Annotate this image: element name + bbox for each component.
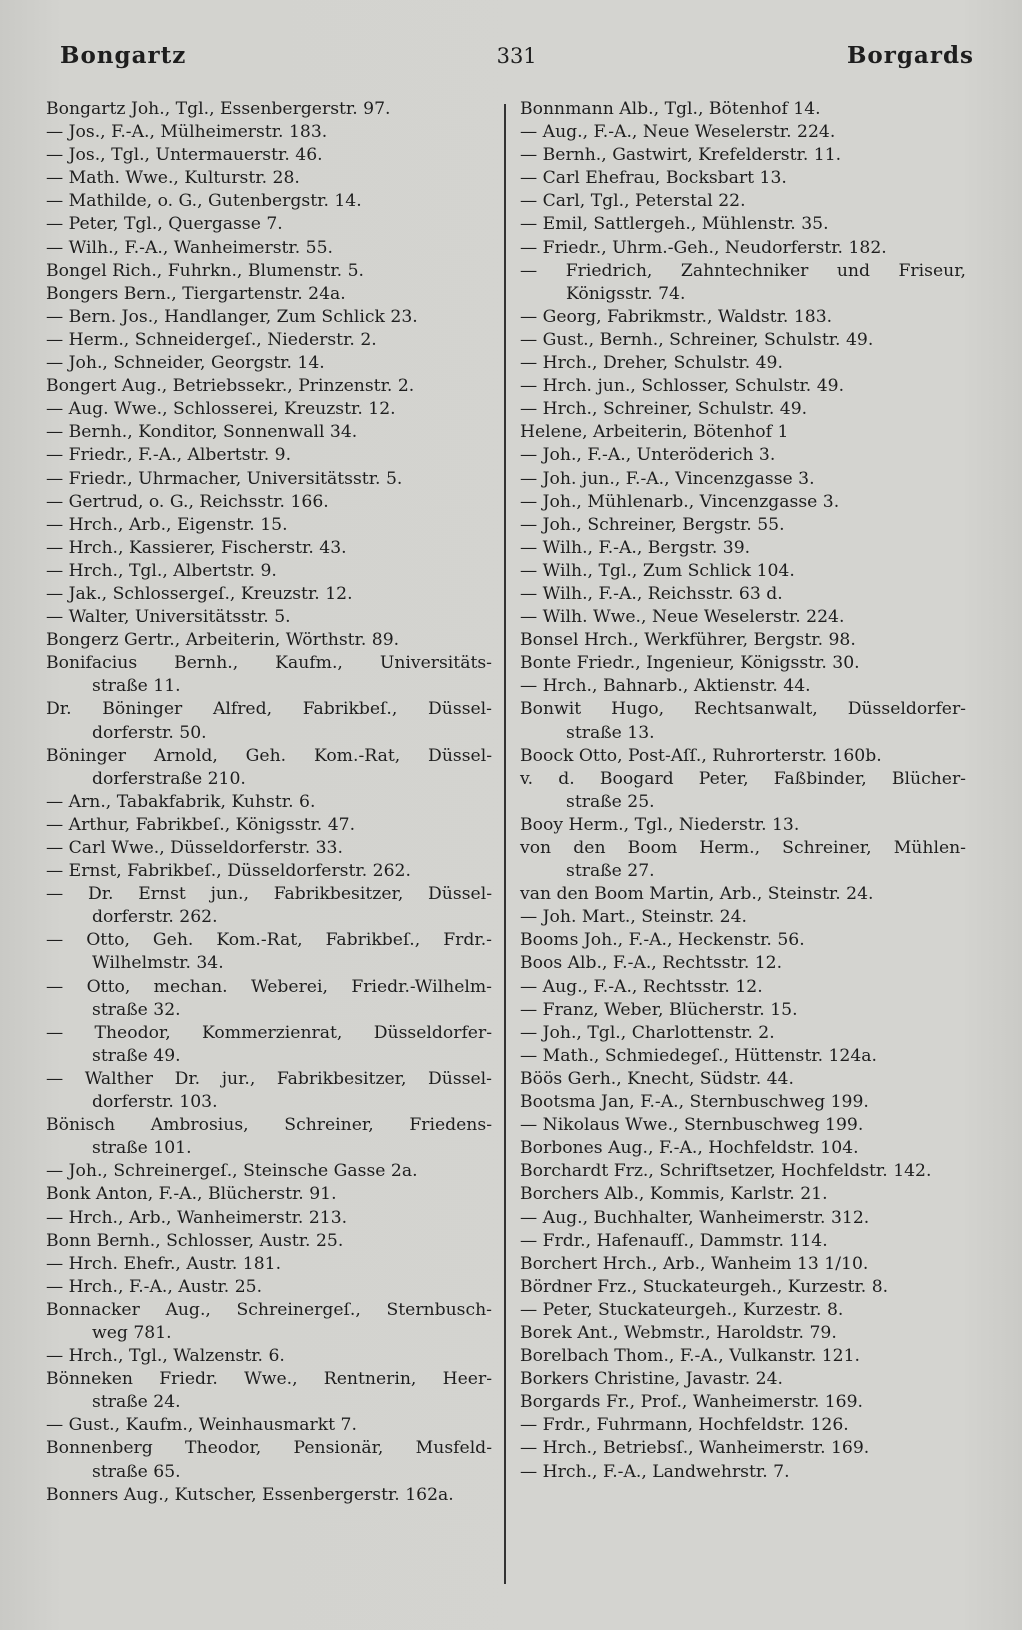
- directory-entry: Boos Alb., F.-A., Rechtsstr. 12.: [520, 953, 783, 974]
- directory-entry: straße 24.: [92, 1392, 181, 1413]
- directory-entry: — Friedrich, Zahntechniker und Friseur,: [520, 260, 966, 281]
- directory-entry: — Walter, Universitätsstr. 5.: [46, 607, 291, 628]
- directory-entry: Böninger Arnold, Geh. Kom.-Rat, Düssel-: [46, 745, 492, 766]
- directory-entry: Bonsel Hrch., Werkführer, Bergstr. 98.: [520, 630, 856, 651]
- directory-entry: — Joh., Mühlenarb., Vincenzgasse 3.: [520, 491, 840, 512]
- directory-entry: Bönneken Friedr. Wwe., Rentnerin, Heer-: [46, 1369, 492, 1390]
- directory-entry: Bönisch Ambrosius, Schreiner, Friedens-: [46, 1115, 492, 1136]
- directory-entry: straße 11.: [92, 676, 181, 697]
- directory-entry: — Gust., Kaufm., Weinhausmarkt 7.: [46, 1415, 357, 1436]
- directory-entry: — Arn., Tabakfabrik, Kuhstr. 6.: [46, 791, 316, 812]
- header-right-keyword: Borgards: [846, 42, 974, 69]
- directory-entry: — Aug., F.-A., Rechtsstr. 12.: [520, 976, 763, 997]
- directory-entry: — Carl, Tgl., Peterstal 22.: [520, 191, 746, 212]
- directory-entry: — Hrch., F.-A., Landwehrstr. 7.: [520, 1461, 790, 1482]
- columns: [46, 98, 988, 1584]
- directory-entry: Bonk Anton, F.-A., Blücherstr. 91.: [46, 1184, 337, 1205]
- directory-entry: Bonte Friedr., Ingenieur, Königsstr. 30.: [520, 653, 860, 674]
- directory-entry: — Hrch., Bahnarb., Aktienstr. 44.: [520, 676, 811, 697]
- directory-entry: Borchers Alb., Kommis, Karlstr. 21.: [520, 1184, 828, 1205]
- directory-entry: — Peter, Tgl., Quergasse 7.: [46, 214, 283, 235]
- directory-entry: Helene, Arbeiterin, Bötenhof 1: [520, 422, 789, 443]
- directory-entry: — Joh., Schreinergeſ., Steinsche Gasse 2a.: [46, 1161, 418, 1182]
- directory-entry: — Frdr., Fuhrmann, Hochfeldstr. 126.: [520, 1415, 849, 1436]
- directory-entry: — Hrch., Kassierer, Fischerstr. 43.: [46, 537, 347, 558]
- directory-entry: Bongers Bern., Tiergartenstr. 24a.: [46, 283, 346, 304]
- directory-entry: Borek Ant., Webmstr., Haroldstr. 79.: [520, 1322, 837, 1343]
- directory-entry: straße 65.: [92, 1461, 181, 1482]
- directory-entry: — Aug., F.-A., Neue Weselerstr. 224.: [520, 122, 836, 143]
- directory-entry: Borchardt Frz., Schriftsetzer, Hochfeldstr. 142.: [520, 1161, 932, 1182]
- directory-entry: Booy Herm., Tgl., Niederstr. 13.: [520, 814, 800, 835]
- directory-entry: Königsstr. 74.: [566, 283, 686, 304]
- directory-entry: — Bern. Jos., Handlanger, Zum Schlick 23.: [46, 306, 418, 327]
- directory-entry: — Bernh., Konditor, Sonnenwall 34.: [46, 422, 358, 443]
- directory-entry: — Wilh., F.-A., Wanheimerstr. 55.: [46, 237, 334, 258]
- directory-entry: — Joh. Mart., Steinstr. 24.: [520, 907, 747, 928]
- directory-entry: — Theodor, Kommerzienrat, Düsseldorfer-: [46, 1022, 492, 1043]
- directory-entry: Borgards Fr., Prof., Wanheimerstr. 169.: [520, 1392, 864, 1413]
- directory-entry: — Carl Wwe., Düsseldorferstr. 33.: [46, 838, 343, 858]
- directory-entry: Borkers Christine, Javastr. 24.: [520, 1369, 784, 1390]
- directory-entry: — Aug. Wwe., Schlosserei, Kreuzstr. 12.: [46, 399, 396, 420]
- directory-entry: dorferstr. 262.: [92, 907, 218, 928]
- directory-entry: — Otto, Geh. Kom.-Rat, Fabrikbeſ., Frdr.-: [46, 930, 492, 951]
- directory-entry: Bonwit Hugo, Rechtsanwalt, Düsseldorfer-: [520, 699, 966, 720]
- directory-entry: Bootsma Jan, F.-A., Sternbuschweg 199.: [520, 1092, 869, 1113]
- directory-entry: — Hrch. Ehefr., Austr. 181.: [46, 1253, 282, 1274]
- directory-entry: straße 101.: [92, 1138, 192, 1159]
- directory-entry: Borelbach Thom., F.-A., Vulkanstr. 121.: [520, 1346, 861, 1367]
- directory-entry: — Bernh., Gastwirt, Krefelderstr. 11.: [520, 145, 842, 166]
- directory-entry: — Friedr., Uhrm.-Geh., Neudorferstr. 182.: [520, 237, 887, 258]
- directory-entry: — Wilh., F.-A., Reichsstr. 63 d.: [520, 583, 783, 604]
- directory-entry: Booms Joh., F.-A., Heckenstr. 56.: [520, 930, 805, 951]
- directory-entry: von den Boom Herm., Schreiner, Mühlen-: [520, 838, 966, 858]
- directory-entry: v. d. Boogard Peter, Faßbinder, Blücher-: [520, 768, 966, 789]
- directory-entry: — Franz, Weber, Blücherstr. 15.: [520, 999, 798, 1020]
- directory-entry: Bonifacius Bernh., Kaufm., Universitäts-: [46, 653, 492, 674]
- directory-entry: — Carl Ehefrau, Bocksbart 13.: [520, 168, 787, 189]
- directory-entry: dorferstraße 210.: [92, 768, 246, 789]
- page-number: 331: [496, 44, 537, 68]
- directory-entry: — Herm., Schneidergeſ., Niederstr. 2.: [46, 329, 377, 350]
- directory-entry: Bongartz Joh., Tgl., Essenbergerstr. 97.: [46, 99, 391, 119]
- directory-entry: weg 781.: [92, 1322, 172, 1343]
- directory-entry: straße 13.: [566, 722, 655, 743]
- directory-entry: — Joh., Schneider, Georgstr. 14.: [46, 353, 325, 374]
- left-column: [46, 98, 504, 1507]
- directory-entry: Dr. Böninger Alfred, Fabrikbeſ., Düssel-: [46, 699, 492, 720]
- directory-entry: — Joh. jun., F.-A., Vincenzgasse 3.: [520, 468, 815, 489]
- directory-entry: — Math. Wwe., Kulturstr. 28.: [46, 168, 300, 189]
- directory-entry: — Jos., F.-A., Mülheimerstr. 183.: [46, 122, 328, 143]
- page-header: [46, 42, 988, 82]
- directory-entry: straße 27.: [566, 861, 655, 882]
- directory-entry: — Hrch., Betriebsſ., Wanheimerstr. 169.: [520, 1438, 870, 1459]
- directory-entry: Wilhelmstr. 34.: [92, 953, 224, 974]
- directory-entry: Bonn Bernh., Schlosser, Austr. 25.: [46, 1230, 344, 1251]
- directory-entry: — Friedr., Uhrmacher, Universitätsstr. 5.: [46, 468, 403, 489]
- directory-entry: straße 49.: [92, 1045, 181, 1066]
- directory-entry: dorferstr. 103.: [92, 1092, 218, 1113]
- directory-entry: — Nikolaus Wwe., Sternbuschweg 199.: [520, 1115, 864, 1136]
- directory-entry: — Frdr., Hafenaufſ., Dammstr. 114.: [520, 1230, 828, 1251]
- directory-entry: — Hrch., Arb., Eigenstr. 15.: [46, 514, 288, 535]
- directory-entry: Bongert Aug., Betriebssekr., Prinzenstr. 2.: [46, 376, 415, 397]
- right-column: [506, 98, 966, 1484]
- directory-entry: — Walther Dr. jur., Fabrikbesitzer, Düssel-: [46, 1068, 492, 1089]
- directory-entry: — Hrch., Schreiner, Schulstr. 49.: [520, 399, 808, 420]
- directory-entry: van den Boom Martin, Arb., Steinstr. 24.: [520, 884, 874, 905]
- directory-entry: — Hrch., Tgl., Albertstr. 9.: [46, 560, 277, 581]
- directory-entry: — Gust., Bernh., Schreiner, Schulstr. 49.: [520, 329, 874, 350]
- directory-entry: Bonners Aug., Kutscher, Essenbergerstr. 162a.: [46, 1484, 454, 1505]
- directory-entry: — Hrch., F.-A., Austr. 25.: [46, 1276, 263, 1297]
- directory-entry: Borchert Hrch., Arb., Wanheim 13 1/10.: [520, 1253, 869, 1274]
- directory-entry: — Joh., Schreiner, Bergstr. 55.: [520, 514, 785, 535]
- directory-entry: — Dr. Ernst jun., Fabrikbesitzer, Düssel-: [46, 884, 492, 905]
- directory-entry: — Gertrud, o. G., Reichsstr. 166.: [46, 491, 329, 512]
- directory-entry: — Friedr., F.-A., Albertstr. 9.: [46, 445, 292, 466]
- directory-entry: — Wilh., F.-A., Bergstr. 39.: [520, 537, 751, 558]
- directory-entry: — Wilh. Wwe., Neue Weselerstr. 224.: [520, 607, 845, 628]
- directory-entry: — Math., Schmiedegeſ., Hüttenstr. 124a.: [520, 1045, 878, 1066]
- directory-entry: — Peter, Stuckateurgeh., Kurzestr. 8.: [520, 1299, 844, 1320]
- directory-entry: Bonnacker Aug., Schreinergeſ., Sternbusch-: [46, 1299, 492, 1320]
- directory-entry: Bonnmann Alb., Tgl., Bötenhof 14.: [520, 99, 821, 119]
- directory-entry: — Arthur, Fabrikbeſ., Königsstr. 47.: [46, 814, 356, 835]
- directory-entry: — Joh., Tgl., Charlottenstr. 2.: [520, 1022, 775, 1043]
- directory-entry: — Emil, Sattlergeh., Mühlenstr. 35.: [520, 214, 829, 235]
- header-left-keyword: Bongartz: [60, 42, 187, 69]
- directory-entry: — Wilh., Tgl., Zum Schlick 104.: [520, 560, 795, 581]
- directory-entry: — Hrch. jun., Schlosser, Schulstr. 49.: [520, 376, 845, 397]
- directory-entry: — Hrch., Dreher, Schulstr. 49.: [520, 353, 783, 374]
- directory-entry: — Jak., Schlossergeſ., Kreuzstr. 12.: [46, 583, 353, 604]
- directory-entry: straße 32.: [92, 999, 181, 1020]
- directory-entry: Boock Otto, Post-Aſſ., Ruhrorterstr. 160b.: [520, 745, 882, 766]
- directory-entry: — Hrch., Arb., Wanheimerstr. 213.: [46, 1207, 348, 1228]
- directory-entry: — Georg, Fabrikmstr., Waldstr. 183.: [520, 306, 833, 327]
- directory-entry: — Otto, mechan. Weberei, Friedr.-Wilhelm-: [46, 976, 492, 997]
- directory-entry: — Hrch., Tgl., Walzenstr. 6.: [46, 1346, 285, 1367]
- directory-entry: — Aug., Buchhalter, Wanheimerstr. 312.: [520, 1207, 870, 1228]
- directory-entry: — Jos., Tgl., Untermauerstr. 46.: [46, 145, 323, 166]
- directory-entry: Bongerz Gertr., Arbeiterin, Wörthstr. 89.: [46, 630, 400, 651]
- directory-entry: dorferstr. 50.: [92, 722, 207, 743]
- directory-entry: Bördner Frz., Stuckateurgeh., Kurzestr. 8.: [520, 1276, 889, 1297]
- directory-entry: straße 25.: [566, 791, 655, 812]
- directory-entry: — Ernst, Fabrikbeſ., Düsseldorferstr. 262.: [46, 861, 411, 882]
- directory-entry: — Mathilde, o. G., Gutenbergstr. 14.: [46, 191, 362, 212]
- directory-entry: — Joh., F.-A., Unteröderich 3.: [520, 445, 776, 466]
- directory-entry: Böös Gerh., Knecht, Südstr. 44.: [520, 1068, 794, 1089]
- directory-entry: Borbones Aug., F.-A., Hochfeldstr. 104.: [520, 1138, 859, 1159]
- directory-entry: Bonnenberg Theodor, Pensionär, Musfeld-: [46, 1438, 492, 1459]
- directory-entry: Bongel Rich., Fuhrkn., Blumenstr. 5.: [46, 260, 364, 281]
